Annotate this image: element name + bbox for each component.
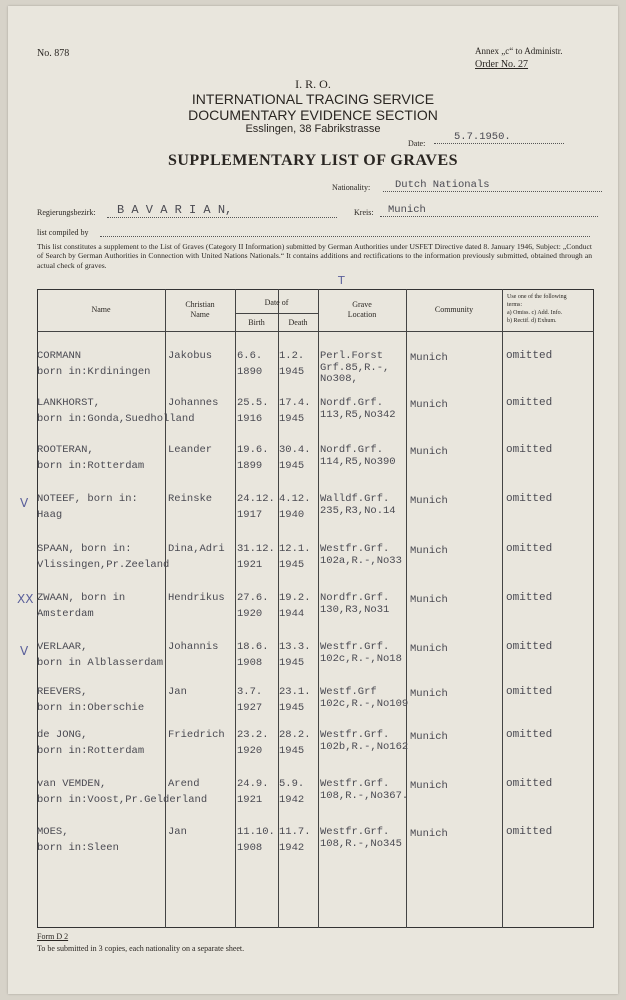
cell-b1: 24.9.: [237, 778, 269, 790]
cell-t: omitted: [506, 778, 553, 790]
cell-d2: 1945: [279, 366, 305, 378]
cell-b2: 1920: [237, 608, 263, 620]
cell-g2: 102a,R.-,No33: [320, 555, 402, 567]
cell-c1: Leander: [168, 444, 213, 456]
cell-t: omitted: [506, 397, 553, 409]
cell-c1: Johannes: [168, 397, 219, 409]
cell-b1: 31.12.: [237, 543, 275, 555]
cell-n2: Vlissingen,Pr.Zeeland: [37, 559, 170, 571]
cell-b2: 1927: [237, 702, 263, 714]
cell-n2: born in:Gonda,Suedholland: [37, 413, 195, 425]
org-line-3: DOCUMENTARY EVIDENCE SECTION: [188, 107, 438, 123]
intro-paragraph: This list constitutes a supplement to the List of Graves (Category II Information) submitted by German Authorities under USFET Directive dated 8. January 1946, Subject: „Conduct of Search by German Authorities in Connection with United Nations Nationals.“ It contains additions and rectifications to the information previously submitted, obtained through an actual check of graves.: [37, 242, 592, 270]
cell-b2: 1890: [237, 366, 263, 378]
annex-line-1: Annex „c“ to Administr.: [475, 46, 563, 56]
cell-n2: Amsterdam: [37, 608, 94, 620]
cell-t: omitted: [506, 641, 553, 653]
margin-cross-mark: XX: [17, 592, 34, 606]
cell-t: omitted: [506, 493, 553, 505]
cell-d2: 1945: [279, 657, 305, 669]
compiled-line: [100, 236, 590, 237]
cell-n2: Haag: [37, 509, 63, 521]
cell-b1: 11.10.: [237, 826, 275, 838]
cell-com: Munich: [410, 495, 448, 507]
cell-n1: VERLAAR,: [37, 641, 88, 653]
cell-d2: 1942: [279, 842, 305, 854]
cell-t: omitted: [506, 350, 553, 362]
cell-g2: 102b,R.-,No162: [320, 741, 409, 753]
cell-n1: NOTEEF, born in:: [37, 493, 138, 505]
cell-d2: 1944: [279, 608, 305, 620]
cell-b1: 23.2.: [237, 729, 269, 741]
cell-t: omitted: [506, 444, 553, 456]
cell-d1: 28.2.: [279, 729, 311, 741]
header-terms: Use one of the following terms: a) Omiss. c) Add. Info. b) Rectif. d) Exhum.: [507, 294, 567, 324]
date-label: Date:: [408, 139, 426, 148]
cell-d1: 12.1.: [279, 543, 311, 555]
cell-n1: REEVERS,: [37, 686, 88, 698]
cell-g1: Westf.Grf: [320, 686, 377, 698]
cell-b2: 1921: [237, 794, 263, 806]
cell-d2: 1945: [279, 413, 305, 425]
form-number: No. 878: [37, 48, 70, 59]
cell-t: omitted: [506, 543, 553, 555]
cell-c1: Jakobus: [168, 350, 213, 362]
header-christian: Christian Name: [185, 300, 215, 319]
cell-g1: Walldf.Grf.: [320, 493, 390, 505]
cell-b2: 1920: [237, 745, 263, 757]
cell-c1: Jan: [168, 686, 187, 698]
compiled-label: list compiled by: [37, 228, 89, 237]
cell-b2: 1908: [237, 842, 263, 854]
cell-n1: CORMANN: [37, 350, 82, 362]
nationality-label: Nationality:: [332, 183, 371, 192]
cell-g2: 114,R5,No390: [320, 456, 396, 468]
cell-c1: Arend: [168, 778, 200, 790]
cell-d1: 13.3.: [279, 641, 311, 653]
annex-line-2: Order No. 27: [475, 59, 529, 70]
kreis-value: Munich: [380, 204, 598, 217]
regbez-value: B A V A R I A N,: [107, 203, 337, 218]
cell-d2: 1945: [279, 460, 305, 472]
cell-t: omitted: [506, 592, 553, 604]
cell-d1: 1.2.: [279, 350, 305, 362]
cell-d1: 17.4.: [279, 397, 311, 409]
header-community: Community: [434, 305, 474, 314]
margin-check-mark: V: [20, 496, 29, 510]
cell-d1: 11.7.: [279, 826, 311, 838]
date-subheader-divider: [235, 313, 318, 314]
cell-c1: Jan: [168, 826, 187, 838]
cell-com: Munich: [410, 446, 448, 458]
cell-g2: 113,R5,No342: [320, 409, 396, 421]
cell-n2: born in:Sleen: [37, 842, 119, 854]
regbez-label: Regierungsbezirk:: [37, 208, 96, 217]
cell-com: Munich: [410, 731, 448, 743]
cell-c1: Johannis: [168, 641, 219, 653]
footer-note: To be submitted in 3 copies, each nationality on a separate sheet.: [37, 944, 245, 953]
cell-d2: 1940: [279, 509, 305, 521]
cell-b1: 18.6.: [237, 641, 269, 653]
cell-g1: Westfr.Grf.: [320, 778, 390, 790]
cell-g2: 235,R3,No.14: [320, 505, 396, 517]
cell-com: Munich: [410, 828, 448, 840]
cell-d2: 1942: [279, 794, 305, 806]
cell-b1: 27.6.: [237, 592, 269, 604]
cell-d1: 30.4.: [279, 444, 311, 456]
cell-com: Munich: [410, 594, 448, 606]
cell-b2: 1899: [237, 460, 263, 472]
cell-com: Munich: [410, 688, 448, 700]
cell-n1: ZWAAN, born in: [37, 592, 126, 604]
cell-g2: Grf.85,R.-,: [320, 362, 390, 374]
cell-b2: 1921: [237, 559, 263, 571]
cell-t: omitted: [506, 686, 553, 698]
cell-b1: 3.7.: [237, 686, 263, 698]
cell-n2: born in:Voost,Pr.Gelderland: [37, 794, 208, 806]
kreis-label: Kreis:: [354, 208, 374, 217]
cell-n1: SPAAN, born in:: [37, 543, 132, 555]
cell-d2: 1945: [279, 559, 305, 571]
cell-b2: 1908: [237, 657, 263, 669]
cell-d2: 1945: [279, 702, 305, 714]
cell-n2: born in:Oberschie: [37, 702, 145, 714]
cell-d2: 1945: [279, 745, 305, 757]
cell-n1: van VEMDEN,: [37, 778, 107, 790]
cell-t: omitted: [506, 826, 553, 838]
cell-n2: born in:Rotterdam: [37, 745, 145, 757]
cell-n1: MOES,: [37, 826, 69, 838]
cell-g3: No308,: [320, 373, 358, 385]
grave-mark-T: T: [338, 274, 345, 287]
col-divider: [165, 289, 166, 928]
cell-b2: 1916: [237, 413, 263, 425]
cell-g2: 102c,R.-,No109: [320, 698, 409, 710]
nationality-value: Dutch Nationals: [383, 179, 602, 192]
col-divider: [406, 289, 407, 928]
cell-com: Munich: [410, 643, 448, 655]
cell-com: Munich: [410, 545, 448, 557]
cell-d1: 4.12.: [279, 493, 311, 505]
page-title: SUPPLEMENTARY LIST OF GRAVES: [167, 152, 459, 169]
cell-com: Munich: [410, 352, 448, 364]
date-value: 5.7.1950.: [434, 131, 564, 144]
cell-n2: born in Alblasserdam: [37, 657, 164, 669]
cell-g1: Westfr.Grf.: [320, 543, 390, 555]
header-date-of: Date of: [264, 298, 289, 307]
col-divider: [235, 289, 236, 928]
header-death: Death: [288, 318, 308, 327]
cell-b2: 1917: [237, 509, 263, 521]
cell-c1: Reinske: [168, 493, 213, 505]
cell-d1: 19.2.: [279, 592, 311, 604]
form-code: Form D 2: [37, 932, 69, 941]
col-divider: [502, 289, 503, 928]
cell-b1: 19.6.: [237, 444, 269, 456]
cell-b1: 6.6.: [237, 350, 263, 362]
org-line-4: Esslingen, 38 Fabrikstrasse: [245, 123, 381, 135]
cell-n1: ROOTERAN,: [37, 444, 94, 456]
cell-g2: 102c,R.-,No18: [320, 653, 402, 665]
org-line-2: INTERNATIONAL TRACING SERVICE: [191, 91, 435, 107]
header-divider: [37, 331, 594, 332]
cell-n1: LANKHORST,: [37, 397, 101, 409]
cell-g1: Perl.Forst: [320, 350, 384, 362]
cell-g2: 108,R.-,No345: [320, 838, 402, 850]
cell-g1: Westfr.Grf.: [320, 826, 390, 838]
cell-g2: 130,R3,No31: [320, 604, 390, 616]
cell-d1: 23.1.: [279, 686, 311, 698]
org-line-1: I. R. O.: [295, 77, 331, 91]
cell-c1: Hendrikus: [168, 592, 225, 604]
col-divider: [318, 289, 319, 928]
cell-g1: Westfr.Grf.: [320, 641, 390, 653]
cell-c1: Dina,Adri: [168, 543, 225, 555]
cell-n2: born in:Krdiningen: [37, 366, 151, 378]
cell-g2: 108,R.-,No367.: [320, 790, 409, 802]
header-name: Name: [91, 305, 111, 314]
cell-n2: born in:Rotterdam: [37, 460, 145, 472]
cell-t: omitted: [506, 729, 553, 741]
cell-g1: Nordfr.Grf.: [320, 592, 390, 604]
margin-check-mark: V: [20, 644, 29, 658]
cell-n1: de JONG,: [37, 729, 88, 741]
cell-b1: 25.5.: [237, 397, 269, 409]
cell-g1: Nordf.Grf.: [320, 397, 384, 409]
cell-com: Munich: [410, 780, 448, 792]
cell-com: Munich: [410, 399, 448, 411]
header-grave-location: Grave Location: [347, 300, 377, 319]
cell-g1: Nordf.Grf.: [320, 444, 384, 456]
cell-b1: 24.12.: [237, 493, 275, 505]
header-birth: Birth: [248, 318, 265, 327]
cell-c1: Friedrich: [168, 729, 225, 741]
cell-g1: Westfr.Grf.: [320, 729, 390, 741]
cell-d1: 5.9.: [279, 778, 305, 790]
